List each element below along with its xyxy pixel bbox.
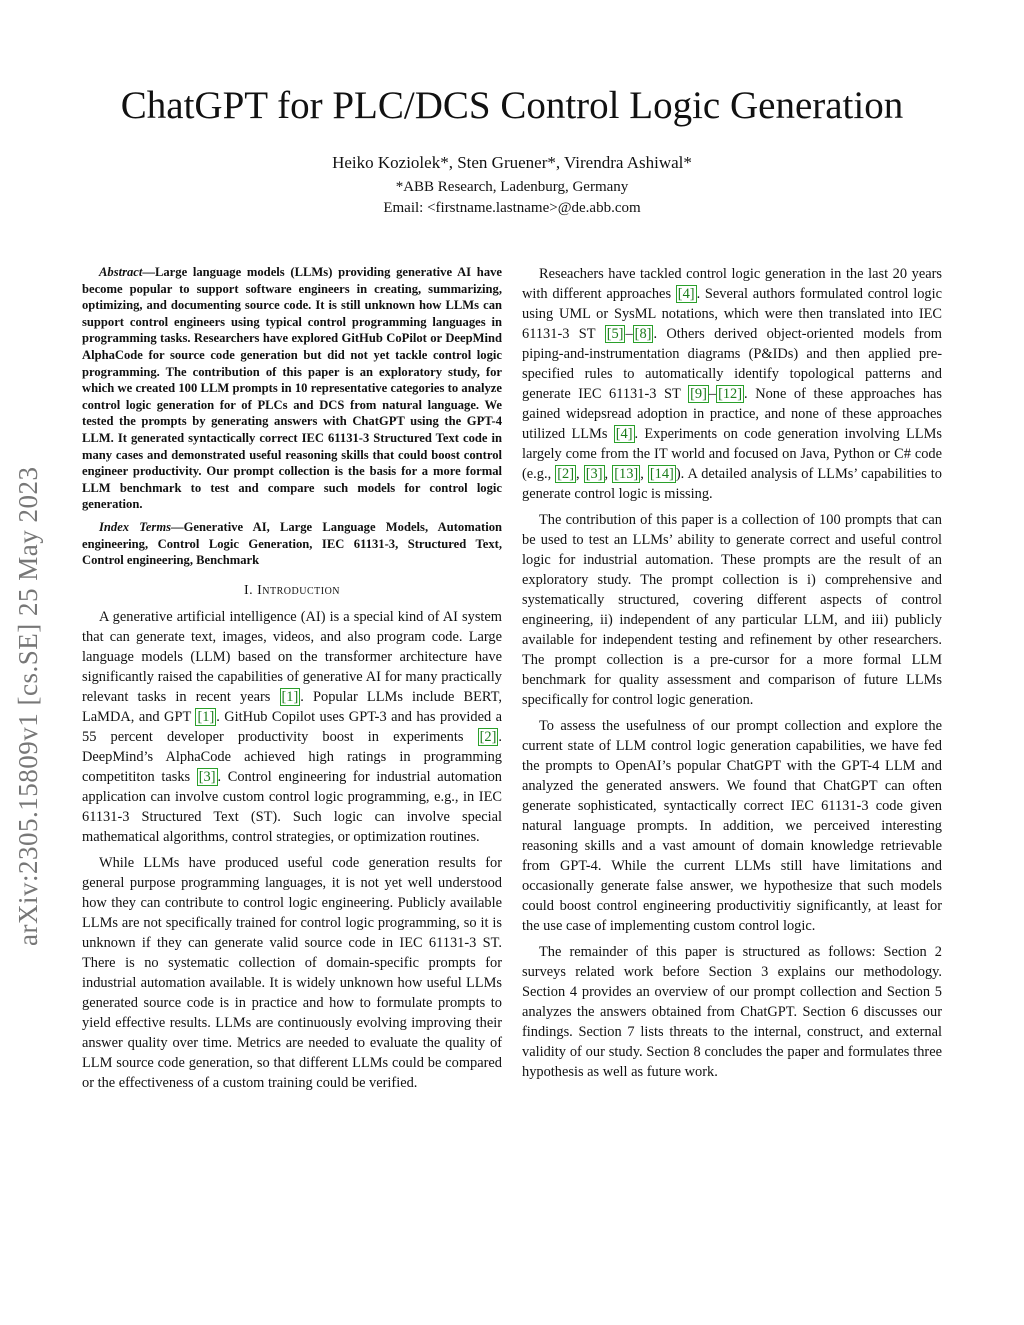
citation-link[interactable]: [2] xyxy=(479,728,497,745)
citation-link[interactable]: [13] xyxy=(614,466,639,482)
intro-paragraph-1: A generative artificial intelligence (AI) is a special kind of AI system that can generate text, images, videos, and also program code. Large language models (LLM) based on the transformer architecture have significantly raised the capabilities of generative AI for many practically relevant tasks in recent years [1] . Popular LLMs include BERT, LaMDA, and GPT [1] . GitHub Copilot uses GPT-3 and has provided a 55 percent developer productivity boost in experiments [2] . DeepMind’s AlphaCode achieved high ratings in programming competititon tasks [3] . Control engineering for industrial automation application can involve custom control logic programming, e.g., in IEC 61131-3 Structured Text (ST). Such logic can involve special mathematical algorithms, control strategies, or optimization routines. xyxy=(82,608,503,845)
citation-link[interactable]: [1] xyxy=(281,688,299,705)
email-line: Email: <firstname.lastname>@de.abb.com xyxy=(383,200,641,216)
intro-paragraph-6: The remainder of this paper is structured as follows: Section 2 surveys related work before Section 3 explains our methodology. Section 4 provides an overview of our prompt collection and Section 5 analyzes the answers obtained from ChatGPT. Section 6 discusses our findings. Section 7 lists threats to the internal, construct, and external validity of our study. Section 8 concludes the paper and formulates three hypothesis as well as future work. xyxy=(522,944,942,1080)
citation-link[interactable]: [8] xyxy=(634,326,652,342)
affiliation: *ABB Research, Ladenburg, Germany xyxy=(395,179,629,195)
intro-paragraph-4: The contribution of this paper is a collection of 100 prompts that can be used to test an LLMs’ ability to generate correct and useful control logic for industrial automation. These prompts are the result of an exploratory study. The prompt collection is i) comprehensive and systematically structured, covering different aspects of control engineering, ii) independent of any particular LLM, and iii) publicly available for independent testing and refinement by other researchers. The prompt collection is a pre-cursor for a more formal LLM benchmark for quality assessment and comparison of future LLMs specifically for control logic generation. xyxy=(522,512,942,708)
abstract-text: —Large language models (LLMs) providing generative AI have become popular to support software engineers in creating, summarizing, optimizing, and documenting source code. It is still unknown how LLMs can support control engineers using typical control programming languages in programming tasks. Researchers have explored GitHub CoPilot or DeepMind AlphaCode for source code generation but did not yet tackle control logic programming. The contribution of this paper is an exploratory study, for which we created 100 LLM prompts in 10 representative categories to analyze control logic generation for of PLCs and DCS from natural language. We tested the prompts by generating answers with ChatGPT using the GPT-4 LLM. It generated syntactically correct IEC 61131-3 Structured Text code in many cases and demonstrated useful reasoning skills that could boost control engineer productivity. Our prompt collection is the basis for a more formal LLM benchmark to test and compare such models for control logic generation. xyxy=(82,265,502,512)
citation-link[interactable]: [1] xyxy=(197,708,215,725)
citation-link[interactable]: [5] xyxy=(606,326,624,342)
citation-link[interactable]: [4] xyxy=(615,426,633,442)
arxiv-watermark: arXiv:2305.15809v1 [cs.SE] 25 May 2023 xyxy=(13,466,43,946)
abstract xyxy=(82,264,502,513)
intro-paragraph-3: Reseachers have tackled control logic generation in the last 20 years with different approaches [4] . Several authors formulated control logic using UML or SysML notations, which were then translated into IEC 61131-3 ST [5] – [8] . Others derived object-oriented models from piping-and-instrumentation diagrams (P&IDs) and then applied pre-specified rules to automatically identify topological patterns and generate IEC 61131-3 ST [9] – [12] . None of these approaches has gained widepsread adoption in practice, and none of these approaches utilized LLMs [4] . Experiments on code generation involving LLMs largely come from the IT world and focused on Java, Python or C# code (e.g., [2] , [3] , [13] , [14] ). A detailed analysis of LLMs’ capabilities to generate control logic is missing. xyxy=(522,266,943,502)
citation-link[interactable]: [3] xyxy=(585,466,603,482)
index-terms xyxy=(82,519,502,569)
citation-link[interactable]: [9] xyxy=(690,386,707,402)
index-terms-label: Index Terms xyxy=(99,519,172,534)
author-list: Heiko Koziolek*, Sten Gruener*, Virendra Ashiwal* xyxy=(332,153,692,172)
section-heading-introduction: I. Introduction xyxy=(243,582,341,598)
right-column xyxy=(522,264,942,1088)
intro-paragraph-5: To assess the usefulness of our prompt collection and explore the current state of LLM control logic generation capabilities, we have fed the prompts to OpenAI’s popular ChatGPT with the GPT-4 LLM and analyzed the generated answers. We found that ChatGPT can often generate sophisticated, syntactically correct IEC 61131-3 code given natural language prompts. In addition, we perceived interesting reasoning skills and a vast amount of domain knowledge retrievable from GPT-4. While the current LLMs still have limitations and occasionally generate false answer, we hypothesize that such models could boost control engineering productivitiy significantly, at least for the use case of implementing custom control logic. xyxy=(522,718,942,934)
citation-link[interactable]: [12] xyxy=(718,386,743,402)
abstract-label: Abstract xyxy=(99,265,143,279)
left-column xyxy=(82,264,502,1099)
index-terms-text: —Generative AI, Large Language Models, Automation engineering, Control Logic Generation, IEC 61131-3, Structured Text, Control engineering, Benchmark xyxy=(82,519,503,568)
paper-title: ChatGPT for PLC/DCS Control Logic Generation xyxy=(120,84,904,127)
citation-link[interactable]: [14] xyxy=(649,466,674,482)
citation-link[interactable]: [2] xyxy=(557,466,575,482)
citation-link[interactable]: [3] xyxy=(198,768,216,785)
intro-paragraph-2: While LLMs have produced useful code generation results for general purpose programming languages, it is not yet well understood how they can contribute to control logic engineering. Publicly available LLMs are not specifically trained for control logic programming, so it is unknown if they can generate valid source code in IEC 61131-3 ST. There is no systematic collection of domain-specific prompts for industrial automation available. It is widely unknown how useful LLMs generated source code is in practice and how to formulate prompts to yield effective results. LLMs are continuously evolving improving their answer quality over time. Metrics are needed to evaluate the quality of LLM source code generation, so that different LLMs could be compared or the effectiveness of a custom training could be verified. xyxy=(82,854,502,1091)
citation-link[interactable]: [4] xyxy=(677,286,695,302)
